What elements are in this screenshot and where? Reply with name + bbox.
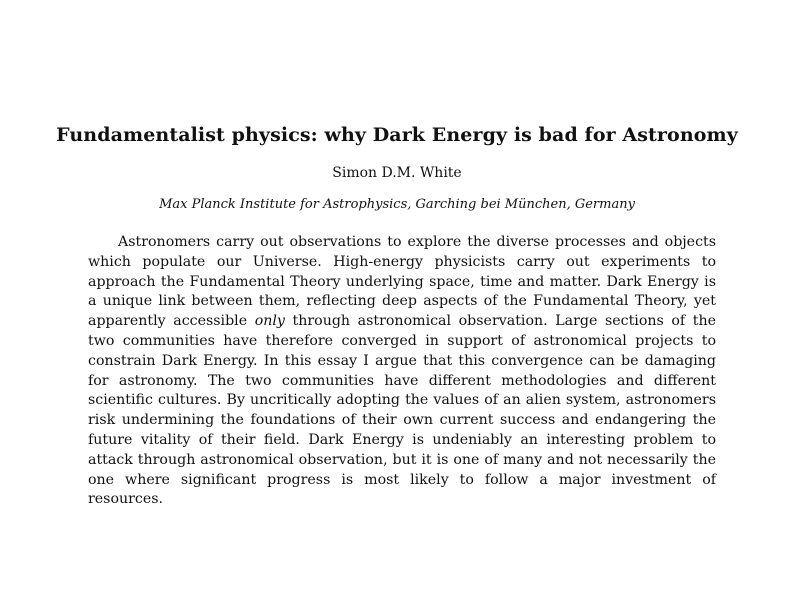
abstract-emphasis: only [254, 313, 285, 330]
author-name: Simon D.M. White [332, 165, 462, 181]
paper-title: Fundamentalist physics: why Dark Energy is bad for Astronomy [56, 124, 738, 146]
abstract-paragraph [88, 233, 716, 510]
author-affiliation: Max Planck Institute for Astrophysics, Garching bei München, Germany [159, 197, 635, 212]
abstract-text-before-emphasis: Astronomers carry out observations to explore the diverse processes and objects which populate our Universe. High-energy physicists carry out experiments to approach the Fundamental Theory underlying space, time and matter. Dark Energy is a unique link between them, reflecting deep aspects of the Fundamental Theory, yet apparently accessible [88, 234, 716, 330]
abstract-text-after-emphasis: through astronomical observation. Large sections of the two communities have therefore converged in support of astronomical projects to constrain Dark Energy. In this essay I argue that this convergence can be damaging for astronomy. The two communities have different methodologies and different scientific cultures. By uncritically adopting the values of an alien system, astronomers risk undermining the foundations of their own current success and endangering the future vitality of their field. Dark Energy is undeniably an interesting problem to attack through astronomical observation, but it is one of many and not necessarily the one where significant progress is most likely to follow a major investment of resources. [88, 313, 717, 508]
